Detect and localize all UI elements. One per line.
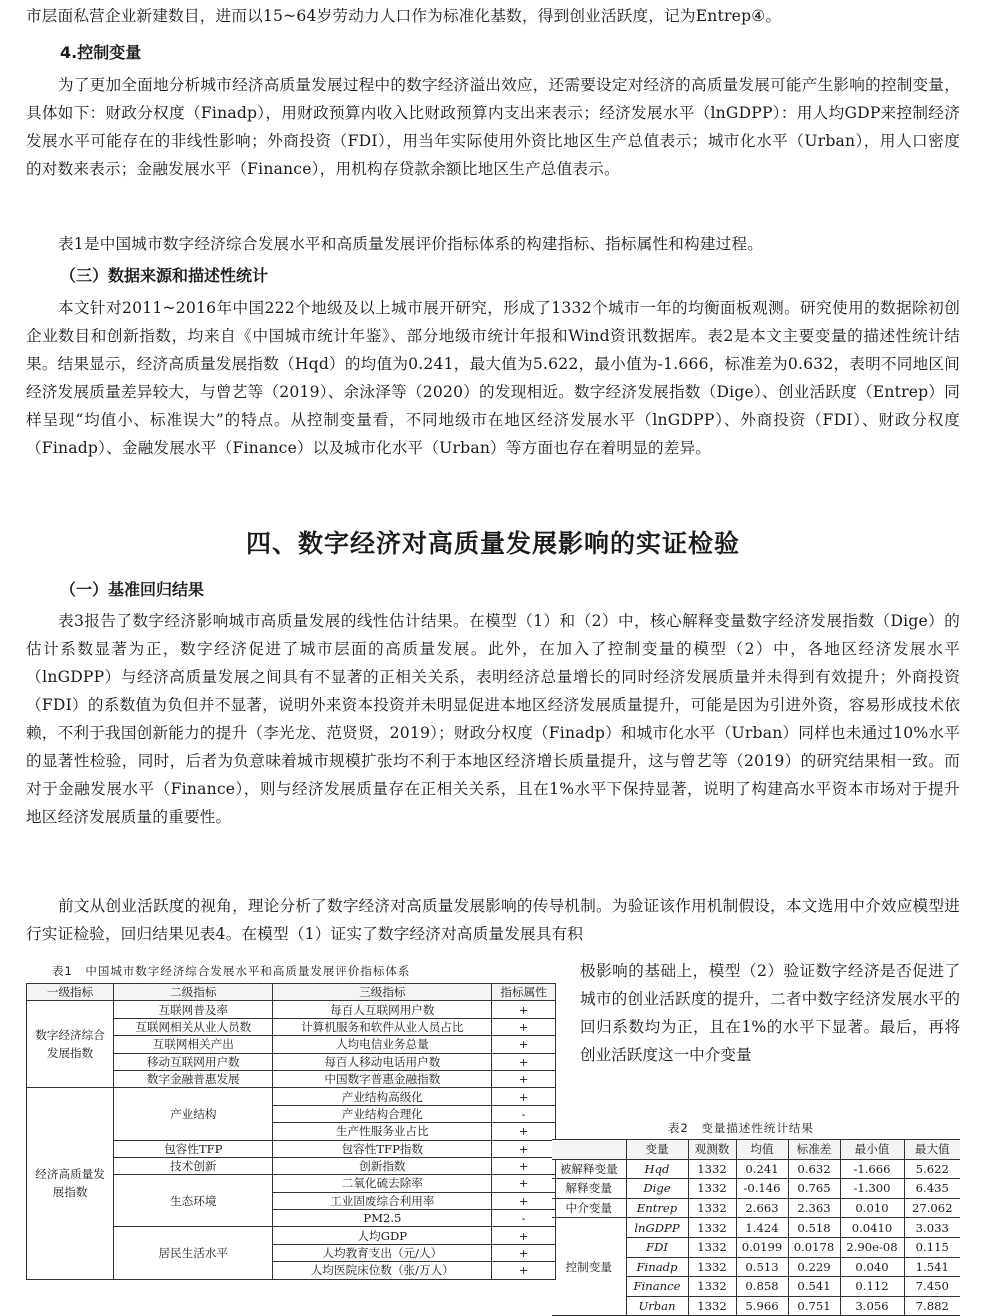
table1-cell: - bbox=[492, 1105, 556, 1122]
table1-cell: PM2.5 bbox=[273, 1210, 492, 1227]
paragraph-table1-intro: 表1是中国城市数字经济综合发展水平和高质量发展评价指标体系的构建指标、指标属性和构建过程。 bbox=[58, 235, 764, 253]
table2-cell: 1332 bbox=[688, 1218, 736, 1238]
table1-cell: 人均GDP bbox=[273, 1227, 492, 1244]
table1-caption: 表1 中国城市数字经济综合发展水平和高质量发展评价指标体系 bbox=[52, 964, 411, 978]
table1-header-cell: 三级指标 bbox=[273, 984, 492, 1001]
table2-cell: Finadp bbox=[626, 1257, 688, 1277]
table1-header-cell: 二级指标 bbox=[114, 984, 273, 1001]
table2-cell: 0.541 bbox=[788, 1277, 840, 1297]
paragraph-mechanism-continued: 极影响的基础上，模型（2）验证数字经济是否促进了城市的创业活跃度的提升，二者中数字经济发展水平的回归系数均为正，且在1%的水平下显著。最后，再将创业活跃度这一中介变量 bbox=[580, 962, 960, 1064]
table1-cell: 中国数字普惠金融指数 bbox=[273, 1070, 492, 1087]
table2-cell: Entrep bbox=[626, 1198, 688, 1218]
table2-cell: 0.518 bbox=[788, 1218, 840, 1238]
table2-cell: FDI bbox=[626, 1237, 688, 1257]
table2-cell: Finance bbox=[626, 1277, 688, 1297]
table2-cell: 1332 bbox=[688, 1159, 736, 1179]
table2-cell: 0.0178 bbox=[788, 1237, 840, 1257]
paragraph-data-sources: 本文针对2011~2016年中国222个地级及以上城市展开研究，形成了1332个城市一年的均衡面板观测。研究使用的数据除初创企业数目和创新指数，均来自《中国城市统计年鉴》、部分地级市统计年报和Wind资讯数据库。表2是本文主要变量的描述性统计结果。结果显示，经济高质量发展指数（Hqd）的均值为0.241，最大值为5.622，最小值为-1.666，标准差为0.632，表明不同地区间经济发展质量差异较大，与曾艺等（2019）、余泳泽等（2020）的发现相近。数字经济发展指数（Dige）、创业活跃度（Entrep）同样呈现“均值小、标准误大”的特点。从控制变量看，不同地级市在地区经济发展水平（lnGDPP）、外商投资（FDI）、财政分权度（Finadp）、金融发展水平（Finance）以及城市化水平（Urban）等方面也存在着明显的差异。 bbox=[26, 299, 960, 457]
table-row bbox=[552, 1179, 960, 1199]
table1-cell: 技术创新 bbox=[114, 1157, 273, 1174]
table2-header-cell: 均值 bbox=[736, 1140, 788, 1160]
table2-header-cell: 变量 bbox=[626, 1140, 688, 1160]
table1-cell: + bbox=[492, 1157, 556, 1174]
table1-cell: + bbox=[492, 1244, 556, 1261]
heading-data-sources: （三）数据来源和描述性统计 bbox=[60, 266, 269, 285]
table2-cell: 0.241 bbox=[736, 1159, 788, 1179]
table2-header-row bbox=[552, 1140, 960, 1160]
table1-cell: + bbox=[492, 1227, 556, 1244]
table2-header-cell: 最小值 bbox=[840, 1140, 904, 1160]
heading-baseline-results: （一）基准回归结果 bbox=[60, 580, 205, 599]
table2-cell: 7.450 bbox=[904, 1277, 960, 1297]
table2-cell: 3.033 bbox=[904, 1218, 960, 1238]
table1-cell: 计算机服务和软件从业人员占比 bbox=[273, 1018, 492, 1035]
table2-cell: 1332 bbox=[688, 1237, 736, 1257]
table2-header-cell: 标准差 bbox=[788, 1140, 840, 1160]
paragraph-baseline-results: 表3报告了数字经济影响城市高质量发展的线性估计结果。在模型（1）和（2）中，核心解释变量数字经济发展指数（Dige）的估计系数显著为正，数字经济促进了城市层面的高质量发展。此外，在加入了控制变量的模型（2）中，各地区经济发展水平（lnGDPP）与经济高质量发展之间具有不显著的正相关关系，表明经济总量增长的同时经济发展质量并未得到有效提升；外商投资（FDI）的系数值为负但并不显著，说明外来资本投资并未明显促进本地区经济发展质量提升，可能是因为引进外资，容易形成技术依赖，不利于我国创新能力的提升（李光龙、范贤贤，2019）；财政分权度（Finadp）和城市化水平（Urban）同样也未通过10%水平的显著性检验，同时，后者为负意味着城市规模扩张均不利于本地区经济增长质量提升，这与曾艺等（2019）的研究结果相一致。而对于金融发展水平（Finance），则与经济发展质量存在正相关关系，且在1%水平下保持显著，说明了构建高水平资本市场对于提升地区经济发展质量的重要性。 bbox=[26, 612, 960, 826]
table1-cell: 产业结构 bbox=[114, 1088, 273, 1140]
table2-cell: lnGDPP bbox=[626, 1218, 688, 1238]
table2-cell: 1332 bbox=[688, 1198, 736, 1218]
table1-header-cell: 一级指标 bbox=[27, 984, 114, 1001]
table2-cell: 0.115 bbox=[904, 1237, 960, 1257]
table1-cell: 居民生活水平 bbox=[114, 1227, 273, 1279]
table2-cell: 0.513 bbox=[736, 1257, 788, 1277]
table1-cell: 人均医院床位数（张/万人） bbox=[273, 1262, 492, 1279]
table1-cell: 数字金融普惠发展 bbox=[114, 1070, 273, 1087]
table1-cell: 工业固废综合利用率 bbox=[273, 1192, 492, 1209]
table1-cell: + bbox=[492, 1262, 556, 1279]
table1-cell: 包容性TFP bbox=[114, 1140, 273, 1157]
table1-cell: + bbox=[492, 1140, 556, 1157]
table2-cell: 27.062 bbox=[904, 1198, 960, 1218]
table2-cell: 5.622 bbox=[904, 1159, 960, 1179]
table-row bbox=[27, 1088, 556, 1105]
table2-cell: -1.666 bbox=[840, 1159, 904, 1179]
table1-group-digital: 数字经济综合发展指数 bbox=[27, 1001, 114, 1088]
table2-cell: 5.966 bbox=[736, 1296, 788, 1316]
table2-header-cell: 最大值 bbox=[904, 1140, 960, 1160]
table1-cell: - bbox=[492, 1210, 556, 1227]
table2-cell: 1332 bbox=[688, 1296, 736, 1316]
table2-group-control: 控制变量 bbox=[552, 1218, 626, 1316]
table2-cell: 1332 bbox=[688, 1257, 736, 1277]
table2-cell: -0.146 bbox=[736, 1179, 788, 1199]
table2-cell: 6.435 bbox=[904, 1179, 960, 1199]
paragraph-mechanism: 前文从创业活跃度的视角，理论分析了数字经济对高质量发展影响的传导机制。为验证该作用机制假设，本文选用中介效应模型进行实证检验，回归结果见表4。在模型（1）证实了数字经济对高质量发展具有积 bbox=[26, 897, 960, 943]
table2-cell: 0.765 bbox=[788, 1179, 840, 1199]
table2-cell: 1.541 bbox=[904, 1257, 960, 1277]
table1-cell: + bbox=[492, 1175, 556, 1192]
table-row bbox=[552, 1198, 960, 1218]
table2-cell: 3.056 bbox=[840, 1296, 904, 1316]
table2-cell: 0.632 bbox=[788, 1159, 840, 1179]
table1-cell: 人均电信业务总量 bbox=[273, 1036, 492, 1053]
table2-cell: 2.90e-08 bbox=[840, 1237, 904, 1257]
table1-cell: 互联网相关产出 bbox=[114, 1036, 273, 1053]
table1-indicator-system bbox=[26, 983, 556, 1280]
table1-header-row bbox=[27, 984, 556, 1001]
table2-cell: 1332 bbox=[688, 1179, 736, 1199]
table1-cell: + bbox=[492, 1036, 556, 1053]
table1-cell: 每百人移动电话用户数 bbox=[273, 1053, 492, 1070]
table2-cell: 0.0410 bbox=[840, 1218, 904, 1238]
table1-cell: 创新指数 bbox=[273, 1157, 492, 1174]
table1-cell: 每百人互联网用户数 bbox=[273, 1001, 492, 1018]
table2-cell: 1332 bbox=[688, 1277, 736, 1297]
table-row bbox=[552, 1159, 960, 1179]
table1-header-cell: 指标属性 bbox=[492, 984, 556, 1001]
table2-cell: Hqd bbox=[626, 1159, 688, 1179]
table1-cell: 生态环境 bbox=[114, 1175, 273, 1227]
table2-cell: 0.229 bbox=[788, 1257, 840, 1277]
table-row bbox=[552, 1218, 960, 1238]
table2-cell: 2.363 bbox=[788, 1198, 840, 1218]
table1-cell: 产业结构高级化 bbox=[273, 1088, 492, 1105]
table1-cell: + bbox=[492, 1192, 556, 1209]
table1-cell: + bbox=[492, 1070, 556, 1087]
table2-cell: 0.751 bbox=[788, 1296, 840, 1316]
table1-cell: 二氧化硫去除率 bbox=[273, 1175, 492, 1192]
table2-caption: 表2 变量描述性统计结果 bbox=[668, 1121, 814, 1135]
table1-cell: 互联网普及率 bbox=[114, 1001, 273, 1018]
table1-cell: 生产性服务业占比 bbox=[273, 1123, 492, 1140]
table2-cell: 0.112 bbox=[840, 1277, 904, 1297]
table2-header-cell: 观测数 bbox=[688, 1140, 736, 1160]
table1-cell: 互联网相关从业人员数 bbox=[114, 1018, 273, 1035]
table1-cell: + bbox=[492, 1088, 556, 1105]
table2-descriptive-statistics bbox=[552, 1139, 960, 1316]
table1-cell: 产业结构合理化 bbox=[273, 1105, 492, 1122]
table2-header-cell-empty bbox=[552, 1140, 626, 1160]
table2-cell: Urban bbox=[626, 1296, 688, 1316]
table2-cell: 2.663 bbox=[736, 1198, 788, 1218]
table1-cell: 包容性TFP指数 bbox=[273, 1140, 492, 1157]
table2-cell: 0.010 bbox=[840, 1198, 904, 1218]
table2-cell: 0.040 bbox=[840, 1257, 904, 1277]
table2-group-mediator: 中介变量 bbox=[552, 1198, 626, 1218]
table1-cell: + bbox=[492, 1053, 556, 1070]
table1-cell: 人均教育支出（元/人） bbox=[273, 1244, 492, 1261]
table2-cell: 0.858 bbox=[736, 1277, 788, 1297]
heading-control-variables: 4.控制变量 bbox=[60, 43, 142, 62]
table1-cell: + bbox=[492, 1123, 556, 1140]
table-row bbox=[27, 1001, 556, 1018]
table2-cell: 0.0199 bbox=[736, 1237, 788, 1257]
table2-cell: 7.882 bbox=[904, 1296, 960, 1316]
table2-cell: Dige bbox=[626, 1179, 688, 1199]
paragraph-control-variables: 为了更加全面地分析城市经济高质量发展过程中的数字经济溢出效应，还需要设定对经济的高质量发展可能产生影响的控制变量，具体如下：财政分权度（Finadp），用财政预算内收入比财政预算内支出来表示；经济发展水平（lnGDPP）：用人均GDP来控制经济发展水平可能存在的非线性影响；外商投资（FDI），用当年实际使用外资比地区生产总值表示；城市化水平（Urban），用人口密度的对数来表示；金融发展水平（Finance），用机构存贷款余额比地区生产总值表示。 bbox=[26, 76, 960, 178]
table1-cell: + bbox=[492, 1018, 556, 1035]
table1-cell: + bbox=[492, 1001, 556, 1018]
table2-cell: -1.300 bbox=[840, 1179, 904, 1199]
table2-cell: 1.424 bbox=[736, 1218, 788, 1238]
table1-cell: 移动互联网用户数 bbox=[114, 1053, 273, 1070]
paragraph-entrep-definition: 市层面私营企业新建数目，进而以15~64岁劳动力人口作为标准化基数，得到创业活跃度，记为Entrep④。 bbox=[26, 7, 782, 25]
table1-group-quality: 经济高质量发展指数 bbox=[27, 1088, 114, 1279]
table2-group-explain: 解释变量 bbox=[552, 1179, 626, 1199]
table2-group-explained: 被解释变量 bbox=[552, 1159, 626, 1179]
section-title: 四、数字经济对高质量发展影响的实证检验 bbox=[245, 529, 740, 558]
